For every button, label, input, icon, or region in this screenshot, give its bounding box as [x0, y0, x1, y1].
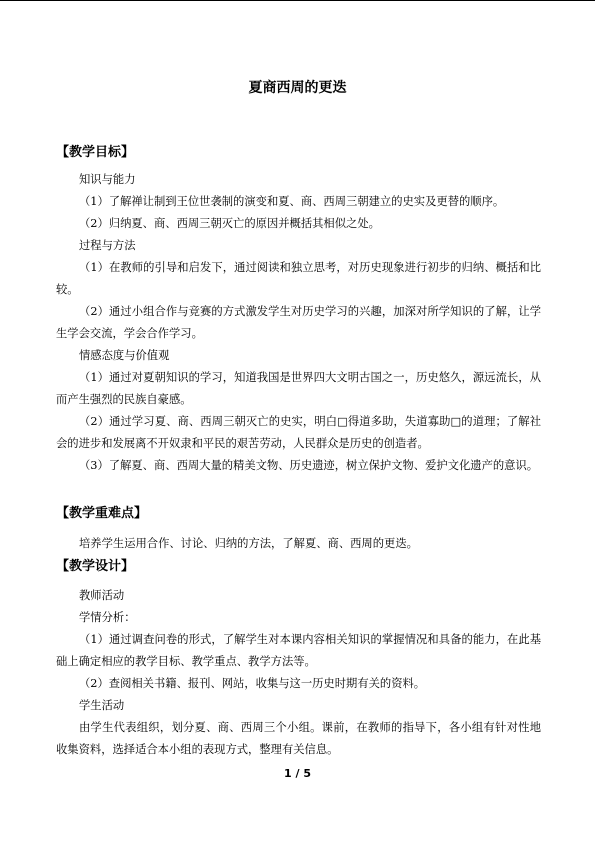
section-heading-teaching-design: 【教学设计】: [56, 559, 135, 574]
goal-process-1: （1）在教师的引导和启发下，通过阅读和独立思考，对历史现象进行初步的归纳、概括和比较。: [56, 261, 541, 296]
section-heading-key-points: 【教学重难点】: [56, 506, 148, 521]
student-activity-text: 由学生代表组织，划分夏、商、西周三个小组。课前，在教师的指导下，各小组有针对性地收集资料，选择适合本小组的表现方式，整理有关信息。: [56, 721, 541, 756]
goal-emotion-1: （1）通过对夏朝知识的学习，知道我国是世界四大文明古国之一，历史悠久，源远流长，从而产生强烈的民族自豪感。: [56, 371, 541, 406]
top-border-line: [0, 0, 595, 1]
section-heading-teaching-goals: 【教学目标】: [56, 145, 135, 160]
design-item-1: （1）通过调查问卷的形式，了解学生对本课内容相关知识的掌握情况和具备的能力，在此基础上确定相应的教学目标、教学重点、教学方法等。: [56, 633, 541, 668]
document-title: 夏商西周的更迭: [248, 80, 347, 96]
subheading-knowledge: 知识与能力: [79, 173, 136, 186]
goal-emotion-2: （2）通过学习夏、商、西周三朝灭亡的史实，明白□得道多助，失道寡助□的道理；了解社会的进步和发展离不开奴隶和平民的艰苦劳动，人民群众是历史的创造者。: [56, 415, 541, 450]
design-item-2: （2）查阅相关书籍、报刊、网站，收集与这一历史时期有关的资料。: [79, 677, 426, 690]
subheading-analysis: 学情分析：: [79, 611, 136, 624]
goal-process-2: （2）通过小组合作与竞赛的方式激发学生对历史学习的兴趣，加深对所学知识的了解，让学生学会交流，学会合作学习。: [56, 305, 541, 340]
subheading-student-activity: 学生活动: [79, 699, 125, 712]
goal-emotion-3: （3）了解夏、商、西周大量的精美文物、历史遗迹，树立保护文物、爱护文化遗产的意识。: [79, 459, 539, 472]
subheading-teacher-activity: 教师活动: [79, 589, 125, 602]
subheading-emotion: 情感态度与价值观: [79, 349, 170, 362]
goal-knowledge-2: （2）归纳夏、商、西周三朝灭亡的原因并概括其相似之处。: [79, 217, 380, 230]
goal-knowledge-1: （1）了解禅让制到王位世袭制的演变和夏、商、西周三朝建立的史实及更替的顺序。: [79, 195, 505, 208]
subheading-process: 过程与方法: [79, 239, 136, 252]
page-number: 1 / 5: [284, 767, 311, 780]
key-points-text: 培养学生运用合作、讨论、归纳的方法，了解夏、商、西周的更迭。: [79, 537, 418, 550]
